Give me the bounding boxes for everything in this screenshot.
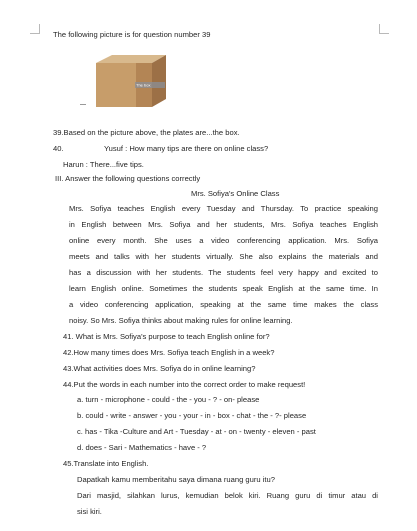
question-45-line: sisi kiri. bbox=[77, 507, 102, 516]
intro-text: The following picture is for question number 39 bbox=[53, 30, 211, 39]
question-45-line: Dari masjid, silahkan lurus, kemudian belok kiri. Ruang guru di timur atau di bbox=[77, 491, 378, 500]
box-front bbox=[96, 63, 136, 107]
question-45-line: Dapatkah kamu memberitahu saya dimana ruang guru itu? bbox=[77, 475, 275, 484]
question-44-item-c: c. has - Tika -Culture and Art - Tuesday - at - on - twenty - eleven - past bbox=[77, 427, 316, 436]
passage-title: Mrs. Sofiya's Online Class bbox=[191, 189, 280, 198]
passage-line: has a discussion with her students. The students feel very happy and excited to bbox=[69, 268, 378, 277]
passage-line: online every month. She uses a video conferencing application. Mrs. Sofiya bbox=[69, 236, 378, 245]
question-40-number: 40. bbox=[53, 144, 64, 153]
question-43: 43.What activities does Mrs. Sofiya do in online learning? bbox=[63, 364, 256, 373]
question-41: 41. What is Mrs. Sofiya's purpose to teach English online for? bbox=[63, 332, 270, 341]
question-45: 45.Translate into English. bbox=[63, 459, 149, 468]
crop-mark-top-right bbox=[379, 24, 389, 34]
question-44-item-a: a. turn - microphone - could - the - you - ? - on- please bbox=[77, 395, 260, 404]
question-44-item-d: d. does - Sari - Mathematics - have - ? bbox=[77, 443, 207, 452]
passage-line: a video conferencing application, speaking at the same time makes the class bbox=[69, 300, 378, 309]
passage-line: meets and talks with her students virtually. She also explains the materials and bbox=[69, 252, 378, 261]
question-44: 44.Put the words in each number into the correct order to make request! bbox=[63, 380, 306, 389]
crop-mark-top-left bbox=[30, 24, 40, 34]
section-3-heading: III. Answer the following questions correctly bbox=[55, 174, 201, 183]
passage-line: noisy. So Mrs. Sofiya thinks about making rules for online learning. bbox=[69, 316, 293, 325]
question-42: 42.How many times does Mrs. Sofiya teach English in a week? bbox=[63, 348, 275, 357]
passage-line: in English between Mrs. Sofiya and her students, Mrs. Sofiya teaches English bbox=[69, 220, 378, 229]
question-39: 39.Based on the picture above, the plates are...the box. bbox=[53, 128, 240, 137]
question-40-answer: Harun : There...five tips. bbox=[63, 160, 144, 169]
passage-line: learn English online. Sometimes the students speak English at the same time. In bbox=[69, 284, 378, 293]
box-illustration bbox=[92, 53, 166, 109]
question-40-text: Yusuf : How many tips are there on online class? bbox=[104, 144, 269, 153]
box-side-far bbox=[152, 55, 166, 107]
caption-dash bbox=[80, 104, 86, 105]
question-44-item-b: b. could - write - answer - you - your - in - box - chat - the - ?- please bbox=[77, 411, 307, 420]
box-label-text: The box bbox=[136, 82, 151, 88]
passage-line: Mrs. Sofiya teaches English every Tuesday and Thursday. To practice speaking bbox=[69, 204, 378, 213]
